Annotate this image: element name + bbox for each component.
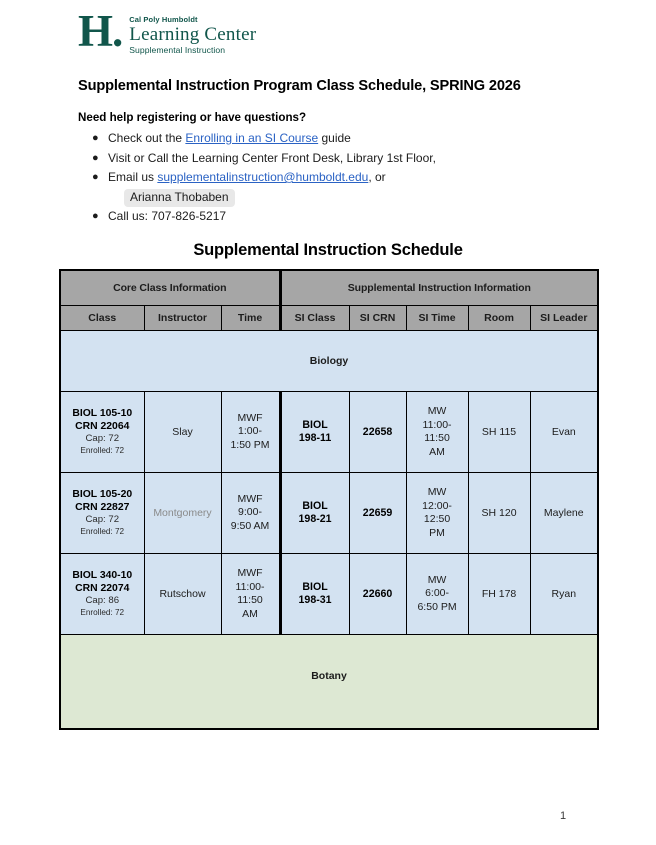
time-line: 9:00- [238, 506, 262, 519]
column-header-class: Class [60, 306, 144, 331]
list-item-text: Call us: 707-826-5217 [108, 209, 227, 223]
logo-institution-name: Cal Poly Humboldt [129, 15, 198, 24]
si-leader-name: Ryan [551, 588, 577, 600]
class-cap: Cap: 86 [85, 594, 120, 606]
time-line: 11:00- [235, 580, 265, 593]
room-value: SH 120 [481, 507, 517, 519]
bullet-dot-icon: ● [92, 210, 99, 222]
cell-si-class [280, 554, 349, 635]
time-line: MWF [237, 567, 263, 579]
si-time-line: 11:00- [422, 418, 452, 431]
list-item [92, 149, 612, 169]
list-item [92, 207, 612, 227]
room-value: FH 178 [481, 588, 517, 600]
table-column-header-row [60, 306, 598, 331]
cell-si-time [406, 392, 468, 473]
table-row [60, 473, 598, 554]
column-header-si-leader: SI Leader [530, 306, 598, 331]
time-line: 1:50 PM [230, 438, 270, 451]
si-class-line: 198-11 [298, 432, 332, 444]
room-value: SH 115 [481, 426, 517, 438]
si-email-link[interactable]: supplementalinstruction@humboldt.edu [157, 170, 369, 184]
cell-room [468, 554, 530, 635]
si-time-line: AM [429, 445, 445, 458]
si-class-line: BIOL [302, 419, 328, 431]
column-header-room: Room [468, 306, 530, 331]
bullet-2-pre: Email us [108, 170, 158, 184]
si-class-line: 198-31 [298, 594, 332, 606]
column-header-si-crn: SI CRN [349, 306, 406, 331]
time-line: MWF [237, 492, 263, 505]
table-row [60, 554, 598, 635]
page-title: Supplemental Instruction Program Class Schedule, SPRING 2026 [78, 78, 521, 94]
column-header-si-time: SI Time [406, 306, 468, 331]
bullet-0-post: guide [318, 131, 351, 145]
class-crn: CRN 22064 [75, 420, 130, 432]
list-item-text [108, 168, 612, 188]
contact-chip-row [92, 188, 612, 208]
section-header-row-botany [60, 635, 598, 730]
cell-class [60, 473, 144, 554]
cell-room [468, 392, 530, 473]
help-bullet-list [92, 129, 612, 227]
si-time-line: 12:50 [423, 513, 451, 525]
si-leader-name: Maylene [543, 507, 584, 519]
class-enrolled: Enrolled: 72 [80, 608, 125, 617]
cell-class [60, 392, 144, 473]
cell-room [468, 473, 530, 554]
bullet-2-post: , or [368, 170, 386, 184]
section-title-biology: Biology [60, 331, 598, 392]
column-header-time: Time [221, 306, 280, 331]
cell-time [221, 554, 280, 635]
si-crn-value: 22659 [362, 506, 393, 519]
instructor-name: Montgomery [153, 507, 212, 519]
class-code: BIOL 105-10 [72, 407, 133, 419]
si-class-line: 198-21 [298, 513, 332, 525]
si-time-line: PM [429, 526, 445, 539]
si-time-line: 11:50 [424, 432, 450, 444]
time-line: AM [242, 607, 258, 620]
bullet-dot-icon: ● [92, 151, 99, 164]
cell-instructor [144, 473, 221, 554]
cell-si-crn [349, 392, 406, 473]
arianna-thobaben-chip[interactable]: Arianna Thobaben [124, 189, 235, 208]
cell-si-leader [530, 392, 598, 473]
list-item-text: Visit or Call the Learning Center Front Desk, Library 1st Floor, [108, 150, 436, 165]
si-time-line: 12:00- [422, 499, 452, 512]
time-line: 11:50 [237, 594, 263, 606]
cell-instructor [144, 392, 221, 473]
si-time-line: MW [427, 486, 447, 498]
cell-si-crn [349, 473, 406, 554]
si-time-line: 6:00- [425, 587, 449, 600]
logo-h-mark: H. [78, 6, 123, 56]
class-cap: Cap: 72 [85, 513, 120, 525]
column-header-si-class: SI Class [280, 306, 349, 331]
table-group-header-row [60, 270, 598, 306]
group-header-core-class: Core Class Information [60, 270, 280, 306]
section-title-botany: Botany [60, 635, 598, 730]
instructor-name: Rutschow [159, 588, 206, 600]
cell-si-time [406, 554, 468, 635]
si-leader-name: Evan [551, 426, 576, 438]
si-crn-value: 22660 [362, 587, 393, 600]
cal-poly-humboldt-learning-center-logo [78, 6, 257, 56]
bullet-0-pre: Check out the [108, 131, 186, 145]
cell-si-time [406, 473, 468, 554]
si-class-line: BIOL [302, 500, 328, 512]
time-line: 9:50 AM [230, 519, 270, 532]
bullet-dot-icon: ● [92, 171, 99, 183]
instructor-name: Slay [172, 426, 193, 438]
class-enrolled: Enrolled: 72 [80, 446, 125, 455]
list-item [92, 168, 612, 188]
cell-class [60, 554, 144, 635]
bullet-dot-icon: ● [92, 132, 99, 144]
logo-wordmark [129, 13, 256, 56]
cell-instructor [144, 554, 221, 635]
cell-si-class [280, 392, 349, 473]
cell-si-leader [530, 554, 598, 635]
class-cap: Cap: 72 [85, 432, 120, 444]
time-line: 1:00- [238, 425, 262, 438]
logo-department-name: Learning Center [129, 24, 257, 45]
list-item [92, 129, 612, 149]
enrolling-in-si-course-link[interactable]: Enrolling in an SI Course [185, 131, 319, 145]
list-item-text [108, 129, 612, 149]
schedule-table-wrapper [59, 269, 597, 730]
si-schedule-table [59, 269, 599, 730]
cell-time [221, 392, 280, 473]
class-enrolled: Enrolled: 72 [80, 527, 125, 536]
page-number: 1 [560, 810, 567, 822]
column-header-instructor: Instructor [144, 306, 221, 331]
si-crn-value: 22658 [362, 425, 393, 438]
si-time-line: MW [427, 405, 447, 417]
cell-si-leader [530, 473, 598, 554]
class-code: BIOL 105-20 [72, 488, 133, 500]
cell-si-class [280, 473, 349, 554]
help-section-heading: Need help registering or have questions? [78, 111, 307, 124]
group-header-si: Supplemental Instruction Information [280, 270, 598, 306]
class-crn: CRN 22074 [75, 582, 130, 594]
time-line: MWF [237, 411, 263, 424]
si-class-line: BIOL [302, 581, 328, 593]
si-time-line: MW [427, 573, 447, 586]
cell-si-crn [349, 554, 406, 635]
si-time-line: 6:50 PM [417, 600, 457, 613]
cell-time [221, 473, 280, 554]
table-row [60, 392, 598, 473]
class-code: BIOL 340-10 [72, 569, 133, 581]
logo-program-name: Supplemental Instruction [129, 45, 226, 55]
class-crn: CRN 22827 [75, 501, 130, 513]
schedule-table-title: Supplemental Instruction Schedule [193, 241, 463, 259]
section-header-row-biology [60, 331, 598, 392]
